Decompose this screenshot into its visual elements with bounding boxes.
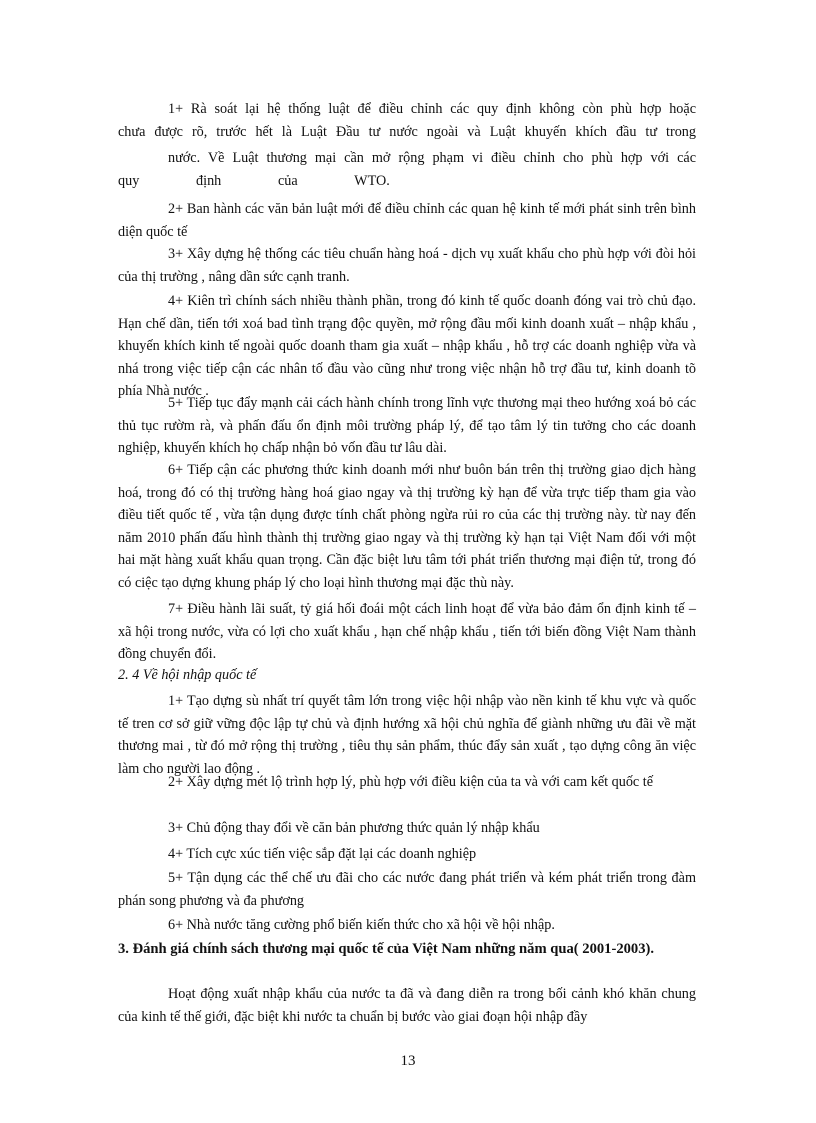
section-2-4-item-4: 4+ Tích cực xúc tiến việc sắp đặt lại các doanh nghiệp: [168, 846, 477, 862]
paragraph-1-line-3: nước. Về Luật thương mại cần mở rộng phạm vi điều chỉnh cho phù hợp với các: [168, 150, 696, 166]
section-3-body: Hoạt động xuất nhập khẩu của nước ta đã và đang diễn ra trong bối cảnh khó khăn chung của kinh tế thế giới, đặc biệt khi nước ta chuẩn bị bước vào giai đoạn hội nhập đầy: [118, 986, 696, 1025]
section-2-4-heading: 2. 4 Về hội nhập quốc tế: [118, 667, 257, 683]
section-2-4-item-3: 3+ Chủ động thay đổi về căn bản phương thức quản lý nhập khẩu: [168, 820, 540, 836]
paragraph-7: 7+ Điều hành lãi suất, tỷ giá hối đoái một cách linh hoạt để vừa bảo đảm ổn định kinh tế – xã hội trong nước, vừa có lợi cho xuất khẩu , hạn chế nhập khẩu , tiến tới biến đồng Việt Nam thành đồng chuyển đổi.: [118, 601, 696, 662]
paragraph-1: [118, 98, 696, 192]
paragraph-1-line-2: chưa được rõ, trước hết là Luật Đầu tư nước ngoài và Luật khuyến khích đầu tư trong: [118, 123, 696, 140]
paragraph-6: 6+ Tiếp cận các phương thức kinh doanh mới như buôn bán trên thị trường giao dịch hàng hoá, trong đó có thị trường hàng hoá giao ngay và thị trường kỳ hạn để vừa trực tiếp tham gia vào điều tiết quốc tế , vừa tận dụng được tính chất phòng ngừa rủi ro của các thị trường này. từ nay đến năm 2010 phấn đấu hình thành thị trường giao ngay và thị trường kỳ hạn tại Việt Nam đối với một hai mặt hàng xuất khẩu quan trọng. Cần đặc biệt lưu tâm tới phát triển thương mại điện tử, trong đó có ciệc tạo dựng khung pháp lý cho loại hình thương mại đặc thù này.: [118, 462, 696, 591]
paragraph-4: 4+ Kiên trì chính sách nhiều thành phần, trong đó kinh tế quốc doanh đóng vai trò chủ đạo. Hạn chế dần, tiến tới xoá bad tình trạng độc quyền, mở rộng đầu mối kinh doanh xuất – nhập khẩu , khuyến khích kinh tế ngoài quốc doanh tham gia xuất – nhập khẩu , hỗ trợ các doanh nghiệp vừa và nhá trong việc tiếp cận các nhân tố đầu vào cũng như trong việc nhận hỗ trợ đầu tư, kinh doanh tõ phía Nhà nước .: [118, 293, 696, 399]
paragraph-1-line-4: quy định của WTO.: [118, 172, 390, 189]
section-3-heading: 3. Đánh giá chính sách thương mại quốc tế của Việt Nam những năm qua( 2001-2003).: [118, 941, 655, 957]
section-2-4-item-5: 5+ Tận dụng các thể chế ưu đãi cho các nước đang phát triển và kém phát triển trong đàm phán song phương và đa phương: [118, 870, 696, 909]
page-number: 13: [400, 1053, 416, 1069]
section-2-4-item-6: 6+ Nhà nước tăng cường phổ biến kiến thức cho xã hội về hội nhập.: [168, 917, 555, 933]
paragraph-3: 3+ Xây dựng hệ thống các tiêu chuẩn hàng hoá - dịch vụ xuất khẩu cho phù hợp với đòi hỏi của thị trường , nâng dần sức cạnh tranh.: [118, 246, 696, 285]
section-2-4-item-2: 2+ Xây dựng mét lộ trình hợp lý, phù hợp với điều kiện của ta và với cam kết quốc tế: [168, 774, 654, 790]
paragraph-2: 2+ Ban hành các văn bản luật mới để điều chỉnh các quan hệ kinh tế mới phát sinh trên bình diện quốc tế: [118, 201, 696, 240]
paragraph-5: 5+ Tiếp tục đẩy mạnh cải cách hành chính trong lĩnh vực thương mại theo hướng xoá bỏ các thủ tục rườm rà, và phấn đấu ổn định môi trường pháp lý, để tạo tâm lý tin tưởng cho các doanh nghiệp, khuyến khích họ chấp nhận bỏ vốn đầu tư lâu dài.: [118, 395, 696, 456]
section-2-4-item-1: 1+ Tạo dựng sù nhất trí quyết tâm lớn trong việc hội nhập vào nền kinh tế khu vực và quốc tế tren cơ sở giữ vững độc lập tự chủ và định hướng xã hội chủ nghĩa để giành những ưu đãi về mặt thương mai , từ đó mở rộng thị trường , tiêu thụ sản phẩm, thúc đẩy sản xuất , tạo dựng công ăn việc làm cho người lao động .: [118, 693, 696, 777]
paragraph-1-line-1: 1+ Rà soát lại hệ thống luật để điều chỉnh các quy định không còn phù hợp hoặc: [168, 101, 696, 117]
